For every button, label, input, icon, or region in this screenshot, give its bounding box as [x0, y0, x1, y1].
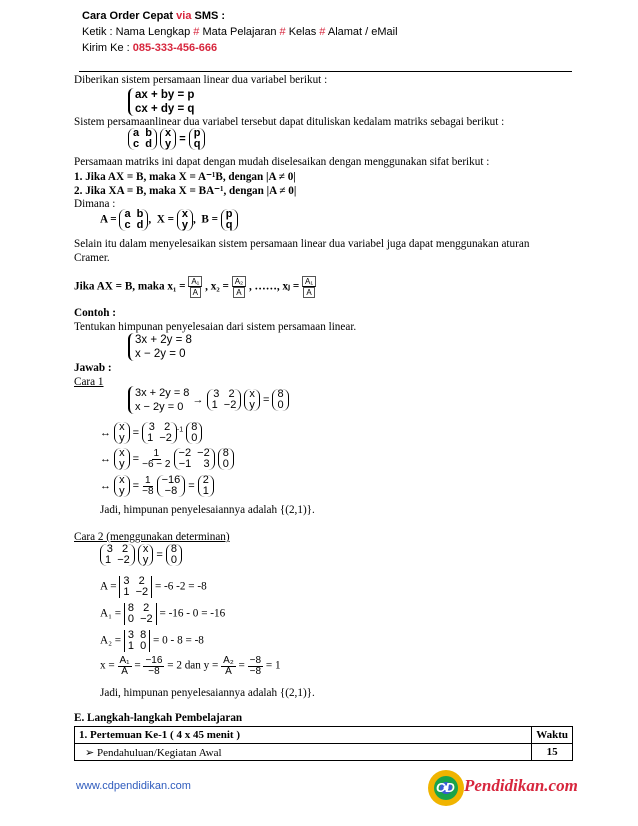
hash: #: [319, 26, 326, 38]
section-e-title: E. Langkah-langkah Pembelajaran: [74, 712, 243, 724]
table-row: [75, 744, 573, 761]
rule-2: 2. Jika XA = B, maka X = BA⁻¹, dengan |A ≠ 0|: [74, 185, 297, 197]
cara1-conclusion: Jadi, himpunan penyelesaiannya adalah {(2,1)}.: [100, 504, 315, 516]
label-b: B =: [201, 213, 218, 226]
cara2-conclusion: Jadi, himpunan penyelesaiannya adalah {(2,1)}.: [100, 687, 315, 699]
header-via: via: [176, 10, 192, 22]
equation: cx + dy = q: [135, 103, 195, 115]
lesson-table: [74, 726, 573, 761]
brand-logo: [426, 766, 584, 810]
cara1-step-1: 3x + 2y = 8 x − 2y = 0 → 3 2 1 −2 x y = 8 0: [128, 386, 289, 414]
system-equations: [128, 88, 194, 116]
paragraph: Tentukan himpunan penyelesaian dari sistem persamaan linear.: [74, 321, 357, 333]
header-text: Alamat / eMail: [325, 26, 398, 38]
equation: x − 2y = 0: [135, 348, 186, 360]
det-a1-value: = -16 - 0 = -16: [159, 607, 226, 620]
det-a2-value: = 0 - 8 = -8: [153, 634, 204, 647]
header-title-end: SMS :: [191, 10, 226, 22]
cramer-text: , ……, xⱼ =: [248, 280, 300, 293]
header-line-3: [82, 40, 398, 56]
det-a1: A₁ = 8 2 0 −2 = -16 - 0 = -16: [100, 602, 226, 625]
paragraph: Selain itu dalam menyelesaikan sistem persamaan linear dua variabel juga dapat menggunakan aturan: [74, 238, 530, 250]
logo-text: Pendidikan.com: [464, 776, 578, 795]
table-cell: 15: [532, 744, 573, 761]
table-row: [75, 727, 573, 744]
header: [82, 8, 398, 56]
cara1-step-2: ↔ x y = 3 2 $1 -2^{-1}$ 8 0: [100, 422, 202, 444]
header-line-2: [82, 24, 398, 40]
hash: #: [193, 26, 200, 38]
x-result: = 2 dan y =: [167, 659, 219, 672]
cara-2-label: Cara 2 (menggunakan determinan): [74, 531, 230, 543]
header-text: Kirim Ke :: [82, 42, 133, 54]
section-e: [74, 712, 242, 724]
jawab-heading: Jawab :: [74, 362, 112, 374]
det-a-value: = -6 -2 = -8: [154, 580, 207, 593]
equation: ax + by = p: [135, 89, 195, 101]
footer-url[interactable]: www.cdpendidikan.com: [76, 780, 191, 792]
example-system: [128, 333, 192, 361]
cramer-rule: Jika AX = B, maka $x_1 = \frac{\text{A₁}}{A}$ , $x_2 = \frac{\text{A₂}}{A}$ , ……, xⱼ = $\frac{\text{A₁}}{A}$: [74, 276, 316, 298]
header-text: Mata Pelajaran: [199, 26, 280, 38]
phone-number: 085-333-456-666: [132, 42, 218, 54]
y-result: = 1: [265, 659, 281, 672]
dimana: Dimana :: [74, 198, 116, 210]
table-cell: 1. Pertemuan Ke-1 ( 4 x 45 menit ): [75, 727, 532, 744]
header-text: Kelas: [285, 26, 320, 38]
paragraph: Cramer.: [74, 252, 110, 264]
cara-1: [74, 376, 104, 388]
cara1-step-4: ↔ x y = 1 −8 −16 −8 = 2 1: [100, 475, 214, 497]
rule-1: 1. Jika AX = B, maka X = A⁻¹B, dengan |A ≠ 0|: [74, 171, 296, 183]
solution-xy: x = A₁ A = −16 −8 = 2 dan y = A₂ A = −8 −8 = 1: [100, 655, 281, 677]
contoh-heading: Contoh :: [74, 307, 116, 319]
header-rule: [79, 71, 572, 72]
cramer-text: , x₂ =: [205, 280, 229, 293]
paragraph: Sistem persamaanlinear dua variabel tersebut dapat dituliskan kedalam matriks sebagai berikut :: [74, 116, 505, 128]
header-text: Ketik : Nama Lengkap: [82, 26, 194, 38]
label-a: A =: [100, 213, 117, 226]
label-x: X =: [156, 213, 175, 226]
cara-1-label: Cara 1: [74, 376, 104, 388]
matrix-equation: a b c d x y = p q: [128, 128, 205, 150]
cramer-text: Jika AX = B, maka x₁ =: [74, 280, 186, 293]
cara-2: [74, 531, 230, 543]
hash: #: [279, 26, 286, 38]
header-line-1: [82, 8, 398, 24]
det-a2: A₂ = 3 8 1 0 = 0 - 8 = -8: [100, 629, 204, 652]
paragraph: Persamaan matriks ini dapat dengan mudah diselesaikan dengan menggunakan sifat berikut :: [74, 156, 490, 168]
header-title: Cara Order Cepat: [82, 10, 177, 22]
logo-badge: CD: [436, 780, 455, 795]
equation: 3x + 2y = 8: [135, 334, 192, 346]
cara2-matrix: 3 2 1 −2 x y = 8 0: [100, 544, 182, 566]
cara1-step-3: ↔ x y = 1 −6 − 2 −2 −2 −1 3 8 0: [100, 448, 234, 470]
table-cell: Waktu: [532, 727, 573, 744]
intro-text: Diberikan sistem persamaan linear dua variabel berikut :: [74, 74, 328, 86]
det-a: A = 3 2 1 −2 = -6 -2 = -8: [100, 575, 207, 598]
table-cell: ➢ Pendahuluan/Kegiatan Awal: [75, 744, 532, 761]
matrix-definitions: A = a b c d , X = x y , B = p q: [100, 209, 238, 231]
